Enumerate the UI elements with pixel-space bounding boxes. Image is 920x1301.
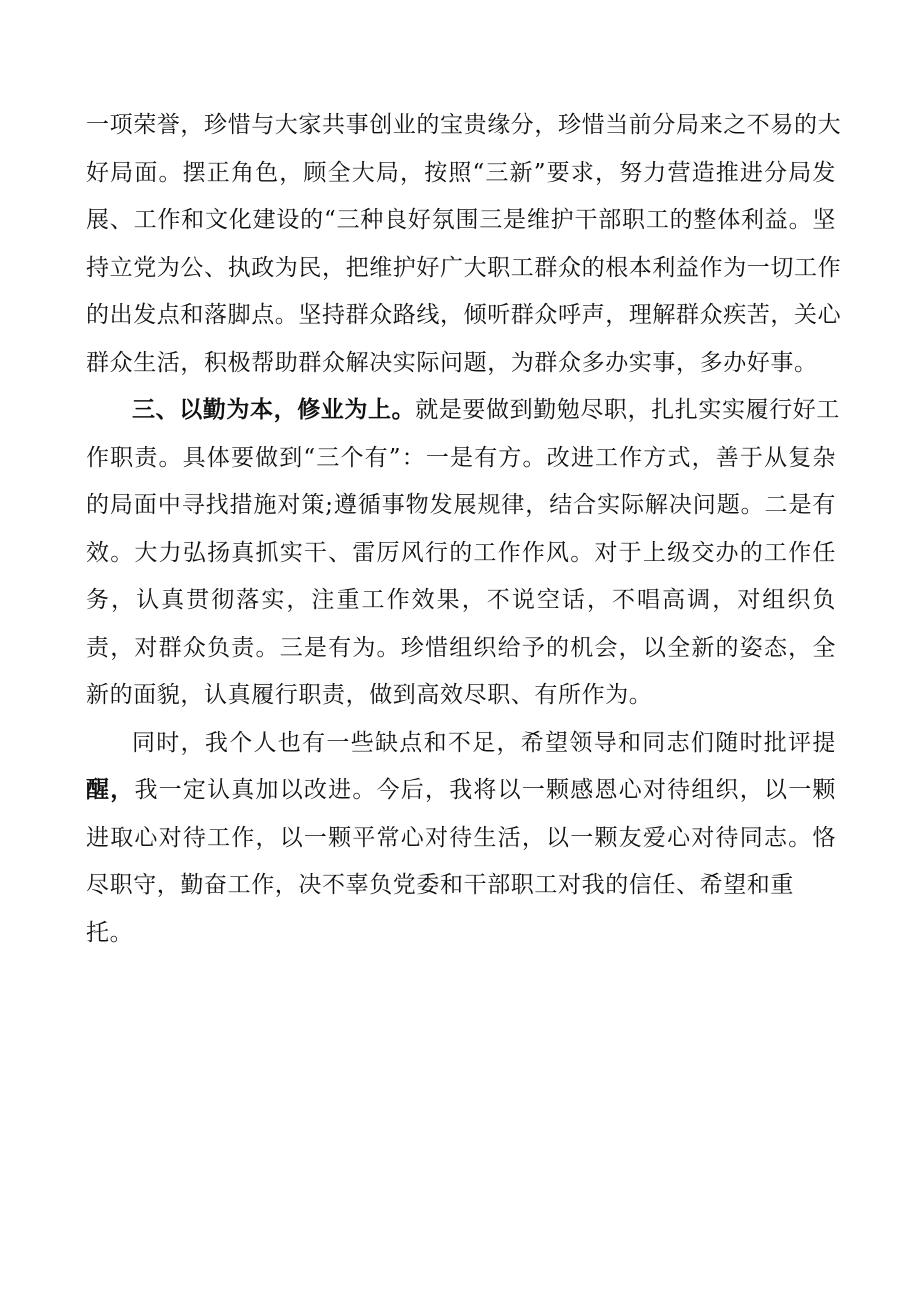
paragraph-3-line-2 <box>86 767 836 815</box>
paragraph-3-line-5: 托。 <box>86 919 134 946</box>
paragraph-2-line-4: 效。大力弘扬真抓实干、雷厉风行的工作作风。对于上级交办的工作任 <box>86 539 836 566</box>
paragraph-2-line-3: 的局面中寻找措施对策;遵循事物发展规律，结合实际解决问题。二是有 <box>86 492 836 518</box>
paragraph-1-line-5: 的出发点和落脚点。坚持群众路线，倾听群众呼声，理解群众疾苦，关心 <box>86 302 842 328</box>
paragraph-3-line-4: 尽职守，勤奋工作，决不辜负党委和干部职工对我的信任、希望和重 <box>86 872 794 898</box>
paragraph-1-line-2: 好局面。摆正角色，顾全大局，按照“三新”要求，努力营造推进分局发 <box>86 159 836 186</box>
paragraph-2-line-1 <box>86 387 841 435</box>
paragraph-2-line-1-text: 就是要做到勤勉尽职，扎扎实实履行好工 <box>415 397 841 423</box>
section-heading: 三、以勤为本，修业为上。 <box>132 397 416 423</box>
paragraph-3 <box>86 720 836 958</box>
paragraph-2-line-5: 务，认真贯彻落实，注重工作效果，不说空话，不唱高调，对组织负 <box>86 587 836 613</box>
bold-word: 醒， <box>86 777 135 803</box>
paragraph-1-line-6: 群众生活，积极帮助群众解决实际问题，为群众多办实事，多办好事。 <box>86 349 818 376</box>
paragraph-3-line-1: 同时，我个人也有一些缺点和不足，希望领导和同志们随时批评提 <box>132 729 836 756</box>
paragraph-1-line-4: 持立党为公、执政为民，把维护好广大职工群众的根本利益作为一切工作 <box>86 254 842 281</box>
paragraph-1-line-3: 展、工作和文化建设的“三种良好氛围三是维护干部职工的整体利益。坚 <box>86 207 836 233</box>
paragraph-2-line-2: 作职责。具体要做到“三个有”：一是有方。改进工作方式，善于从复杂 <box>86 444 836 471</box>
paragraph-3-line-3: 进取心对待工作，以一颗平常心对待生活，以一颗友爱心对待同志。恪 <box>86 824 836 851</box>
document-body <box>86 102 842 957</box>
paragraph-2 <box>86 387 841 720</box>
paragraph-2-line-6: 责，对群众负责。三是有为。珍惜组织给予的机会，以全新的姿态，全 <box>86 634 836 661</box>
paragraph-1-line-1: 一项荣誉，珍惜与大家共事创业的宝贵缘分，珍惜当前分局来之不易的大 <box>86 112 842 138</box>
paragraph-3-line-2-text: 我一定认真加以改进。今后，我将以一颗感恩心对待组织，以一颗 <box>134 777 837 803</box>
paragraph-1 <box>86 102 842 387</box>
paragraph-2-line-7: 新的面貌，认真履行职责，做到高效尽职、有所作为。 <box>86 682 653 708</box>
